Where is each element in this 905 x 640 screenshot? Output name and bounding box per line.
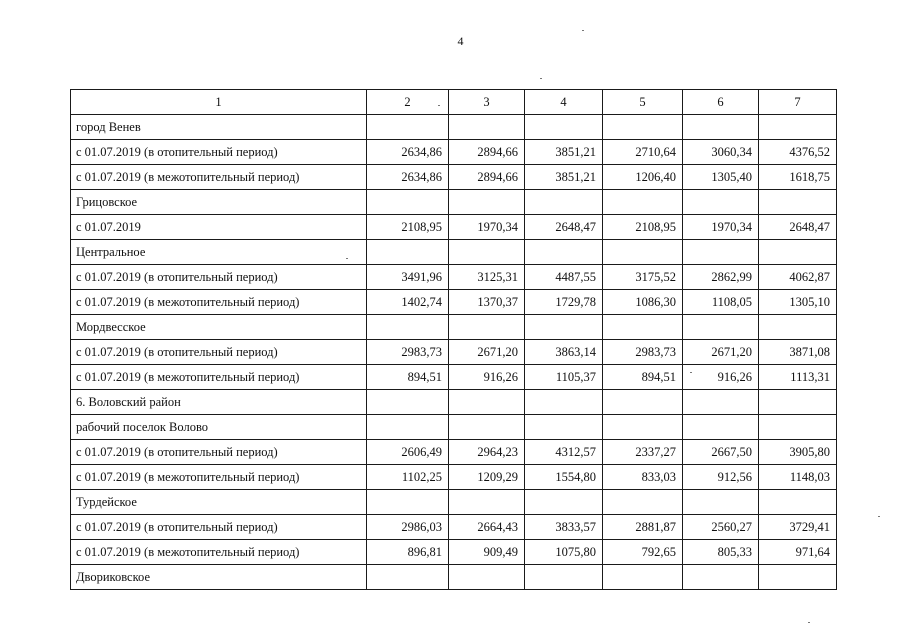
value-cell (603, 565, 683, 590)
value-cell: 896,81 (367, 540, 449, 565)
header-cell-5: 5 (603, 90, 683, 115)
value-cell: 1209,29 (449, 465, 525, 490)
page-number: 4 (457, 34, 464, 48)
table-row (71, 515, 837, 540)
table-row (71, 465, 837, 490)
table-row (71, 115, 837, 140)
value-cell (683, 415, 759, 440)
scan-speck (808, 622, 810, 623)
value-cell: 1305,10 (759, 290, 837, 315)
value-cell (367, 190, 449, 215)
header-cell-2: 2 (367, 90, 449, 115)
value-cell (525, 390, 603, 415)
value-cell: 4312,57 (525, 440, 603, 465)
tariff-table (70, 89, 837, 590)
value-cell (525, 415, 603, 440)
value-cell: 909,49 (449, 540, 525, 565)
value-cell: 894,51 (367, 365, 449, 390)
row-label: с 01.07.2019 (в отопительный период) (71, 440, 367, 465)
value-cell: 1370,37 (449, 290, 525, 315)
value-cell: 3729,41 (759, 515, 837, 540)
row-label: рабочий поселок Волово (71, 415, 367, 440)
value-cell (525, 315, 603, 340)
value-cell (449, 315, 525, 340)
value-cell: 792,65 (603, 540, 683, 565)
value-cell (449, 240, 525, 265)
value-cell (683, 190, 759, 215)
value-cell (759, 115, 837, 140)
value-cell: 3125,31 (449, 265, 525, 290)
scan-speck (540, 78, 542, 79)
value-cell (683, 390, 759, 415)
value-cell: 805,33 (683, 540, 759, 565)
table-row (71, 290, 837, 315)
value-cell: 2664,43 (449, 515, 525, 540)
value-cell: 1148,03 (759, 465, 837, 490)
value-cell: 2881,87 (603, 515, 683, 540)
scan-speck (438, 105, 440, 106)
value-cell (449, 565, 525, 590)
header-row (71, 90, 837, 115)
value-cell: 2983,73 (603, 340, 683, 365)
value-cell (367, 115, 449, 140)
value-cell: 1402,74 (367, 290, 449, 315)
value-cell: 2634,86 (367, 140, 449, 165)
value-cell: 1554,80 (525, 465, 603, 490)
value-cell (759, 415, 837, 440)
value-cell: 2986,03 (367, 515, 449, 540)
row-label: Центральное (71, 240, 367, 265)
value-cell: 2983,73 (367, 340, 449, 365)
row-label: Грицовское (71, 190, 367, 215)
value-cell: 971,64 (759, 540, 837, 565)
table-row (71, 490, 837, 515)
table-row (71, 365, 837, 390)
value-cell: 3060,34 (683, 140, 759, 165)
value-cell: 2894,66 (449, 140, 525, 165)
value-cell: 2108,95 (603, 215, 683, 240)
value-cell (759, 190, 837, 215)
value-cell (603, 490, 683, 515)
row-label: с 01.07.2019 (в межотопительный период) (71, 290, 367, 315)
value-cell (525, 240, 603, 265)
value-cell: 4376,52 (759, 140, 837, 165)
value-cell (603, 240, 683, 265)
value-cell: 2337,27 (603, 440, 683, 465)
value-cell: 1108,05 (683, 290, 759, 315)
header-cell-7: 7 (759, 90, 837, 115)
value-cell: 1305,40 (683, 165, 759, 190)
value-cell: 2560,27 (683, 515, 759, 540)
value-cell (367, 415, 449, 440)
table-row (71, 565, 837, 590)
value-cell (367, 240, 449, 265)
scan-speck (346, 258, 348, 259)
value-cell (603, 415, 683, 440)
value-cell (603, 190, 683, 215)
row-label: с 01.07.2019 (в межотопительный период) (71, 465, 367, 490)
value-cell: 1102,25 (367, 465, 449, 490)
table-row (71, 415, 837, 440)
table-row (71, 240, 837, 265)
value-cell: 1113,31 (759, 365, 837, 390)
value-cell: 1618,75 (759, 165, 837, 190)
value-cell (683, 115, 759, 140)
table-row (71, 440, 837, 465)
value-cell (759, 390, 837, 415)
value-cell: 3833,57 (525, 515, 603, 540)
value-cell: 912,56 (683, 465, 759, 490)
value-cell (525, 190, 603, 215)
value-cell: 2964,23 (449, 440, 525, 465)
value-cell: 1105,37 (525, 365, 603, 390)
value-cell: 3905,80 (759, 440, 837, 465)
header-cell-1: 1 (71, 90, 367, 115)
value-cell: 2648,47 (759, 215, 837, 240)
table-row (71, 215, 837, 240)
value-cell: 3871,08 (759, 340, 837, 365)
value-cell: 1970,34 (449, 215, 525, 240)
table-row (71, 390, 837, 415)
value-cell: 1086,30 (603, 290, 683, 315)
value-cell (525, 490, 603, 515)
value-cell (449, 115, 525, 140)
row-label: город Венев (71, 115, 367, 140)
value-cell (525, 115, 603, 140)
row-label: с 01.07.2019 (в отопительный период) (71, 265, 367, 290)
row-label: Мордвесское (71, 315, 367, 340)
row-label: с 01.07.2019 (71, 215, 367, 240)
value-cell (759, 490, 837, 515)
table-row (71, 165, 837, 190)
value-cell: 2634,86 (367, 165, 449, 190)
value-cell (367, 315, 449, 340)
row-label: Турдейское (71, 490, 367, 515)
value-cell: 3863,14 (525, 340, 603, 365)
value-cell (603, 315, 683, 340)
value-cell: 916,26 (683, 365, 759, 390)
row-label: с 01.07.2019 (в межотопительный период) (71, 540, 367, 565)
value-cell (603, 115, 683, 140)
value-cell (759, 315, 837, 340)
value-cell: 2108,95 (367, 215, 449, 240)
row-label: с 01.07.2019 (в отопительный период) (71, 140, 367, 165)
table-row (71, 190, 837, 215)
value-cell: 4487,55 (525, 265, 603, 290)
value-cell: 1206,40 (603, 165, 683, 190)
table-row (71, 265, 837, 290)
value-cell: 1970,34 (683, 215, 759, 240)
scan-speck (690, 372, 692, 373)
row-label: с 01.07.2019 (в межотопительный период) (71, 365, 367, 390)
table-row (71, 140, 837, 165)
row-label: с 01.07.2019 (в отопительный период) (71, 340, 367, 365)
value-cell (683, 490, 759, 515)
value-cell (683, 315, 759, 340)
scan-speck (878, 516, 880, 517)
row-label: с 01.07.2019 (в отопительный период) (71, 515, 367, 540)
row-label: с 01.07.2019 (в межотопительный период) (71, 165, 367, 190)
value-cell: 2671,20 (449, 340, 525, 365)
table-body (71, 115, 837, 590)
value-cell (367, 490, 449, 515)
header-cell-4: 4 (525, 90, 603, 115)
value-cell: 916,26 (449, 365, 525, 390)
value-cell (683, 565, 759, 590)
value-cell: 3851,21 (525, 140, 603, 165)
value-cell (759, 240, 837, 265)
value-cell: 2710,64 (603, 140, 683, 165)
value-cell (367, 565, 449, 590)
value-cell (449, 415, 525, 440)
value-cell: 2667,50 (683, 440, 759, 465)
value-cell: 2862,99 (683, 265, 759, 290)
value-cell: 1729,78 (525, 290, 603, 315)
scan-speck (582, 30, 584, 31)
value-cell: 3491,96 (367, 265, 449, 290)
value-cell: 833,03 (603, 465, 683, 490)
value-cell (759, 565, 837, 590)
value-cell: 2648,47 (525, 215, 603, 240)
row-label: 6. Воловский район (71, 390, 367, 415)
value-cell (449, 390, 525, 415)
value-cell (525, 565, 603, 590)
value-cell (367, 390, 449, 415)
value-cell: 4062,87 (759, 265, 837, 290)
table-row (71, 340, 837, 365)
value-cell: 2894,66 (449, 165, 525, 190)
value-cell: 3175,52 (603, 265, 683, 290)
value-cell: 894,51 (603, 365, 683, 390)
row-label: Двориковское (71, 565, 367, 590)
value-cell (449, 190, 525, 215)
header-cell-3: 3 (449, 90, 525, 115)
value-cell (603, 390, 683, 415)
value-cell (683, 240, 759, 265)
header-cell-6: 6 (683, 90, 759, 115)
value-cell: 3851,21 (525, 165, 603, 190)
value-cell: 2606,49 (367, 440, 449, 465)
value-cell (449, 490, 525, 515)
table-row (71, 315, 837, 340)
value-cell: 2671,20 (683, 340, 759, 365)
value-cell: 1075,80 (525, 540, 603, 565)
table-row (71, 540, 837, 565)
